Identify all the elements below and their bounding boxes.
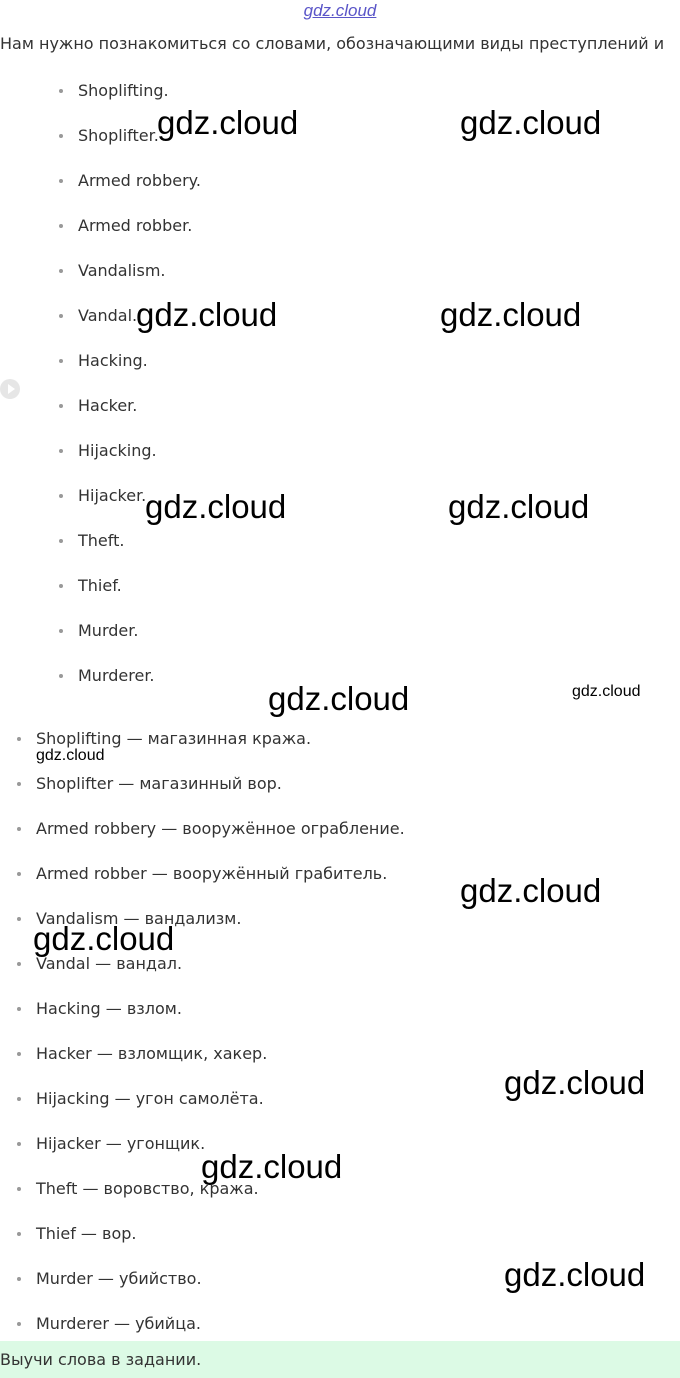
bullet-icon: [59, 134, 63, 138]
translation-text: Shoplifting — магазинная кража.: [36, 729, 312, 748]
watermark: gdz.cloud: [504, 1064, 646, 1101]
bullet-icon: [59, 359, 63, 363]
watermark: gdz.cloud: [460, 872, 602, 909]
watermark: gdz.cloud: [201, 1148, 343, 1185]
translation-text: Shoplifter — магазинный вор.: [36, 774, 282, 793]
bullet-icon: [59, 584, 63, 588]
bullet-icon: [59, 539, 63, 543]
watermark: gdz.cloud: [157, 104, 299, 141]
translation-text: Theft — воровство, кража.: [36, 1179, 259, 1198]
term-text: Armed robber.: [78, 216, 193, 235]
translation-text: Hijacker — угонщик.: [36, 1134, 206, 1153]
translation-text: Thief — вор.: [36, 1224, 137, 1243]
intro-text: Нам нужно познакомиться со словами, обозначающими виды преступлений и: [0, 34, 665, 53]
watermark: gdz.cloud: [36, 747, 105, 764]
watermark: gdz.cloud: [145, 488, 287, 525]
term-text: Vandal.: [78, 306, 138, 325]
watermark: gdz.cloud: [448, 488, 590, 525]
bullet-icon: [17, 872, 21, 876]
watermark: gdz.cloud: [268, 680, 410, 717]
term-text: Murder.: [78, 621, 139, 640]
watermark: gdz.cloud: [504, 1256, 646, 1293]
term-text: Hacker.: [78, 396, 138, 415]
bullet-icon: [17, 1052, 21, 1056]
bullet-icon: [59, 224, 63, 228]
answer-bar: [0, 1341, 680, 1378]
bullet-icon: [17, 827, 21, 831]
answer-text: Выучи слова в задании.: [0, 1350, 202, 1369]
term-text: Murderer.: [78, 666, 155, 685]
translation-text: Hacker — взломщик, хакер.: [36, 1044, 268, 1063]
bullet-icon: [17, 1187, 21, 1191]
term-text: Hacking.: [78, 351, 148, 370]
watermark: gdz.cloud: [33, 920, 175, 957]
bullet-icon: [59, 89, 63, 93]
bullet-icon: [59, 314, 63, 318]
term-text: Armed robbery.: [78, 171, 201, 190]
site-link[interactable]: gdz.cloud: [303, 1, 377, 20]
bullet-icon: [17, 962, 21, 966]
play-icon[interactable]: [0, 379, 20, 399]
term-text: Shoplifting.: [78, 81, 169, 100]
bullet-icon: [17, 1322, 21, 1326]
translation-text: Murderer — убийца.: [36, 1314, 201, 1333]
translation-text: Murder — убийство.: [36, 1269, 202, 1288]
bullet-icon: [17, 782, 21, 786]
watermark: gdz.cloud: [572, 683, 641, 700]
term-text: Hijacker.: [78, 486, 147, 505]
bullet-icon: [59, 179, 63, 183]
bullet-icon: [17, 1142, 21, 1146]
term-text: Thief.: [78, 576, 122, 595]
watermark: gdz.cloud: [460, 104, 602, 141]
watermark: gdz.cloud: [440, 296, 582, 333]
bullet-icon: [17, 737, 21, 741]
bullet-icon: [17, 917, 21, 921]
bullet-icon: [59, 449, 63, 453]
translation-text: Vandal — вандал.: [36, 954, 183, 973]
bullet-icon: [59, 404, 63, 408]
bullet-icon: [59, 674, 63, 678]
term-text: Hijacking.: [78, 441, 157, 460]
bullet-icon: [59, 629, 63, 633]
bullet-icon: [17, 1097, 21, 1101]
bullet-icon: [17, 1277, 21, 1281]
term-text: Vandalism.: [78, 261, 166, 280]
translation-text: Hacking — взлом.: [36, 999, 182, 1018]
term-text: Theft.: [78, 531, 125, 550]
translation-text: Armed robber — вооружённый грабитель.: [36, 864, 388, 883]
bullet-icon: [59, 494, 63, 498]
translation-text: Vandalism — вандализм.: [36, 909, 242, 928]
watermark: gdz.cloud: [136, 296, 278, 333]
translation-text: Armed robbery — вооружённое ограбление.: [36, 819, 405, 838]
translation-text: Hijacking — угон самолёта.: [36, 1089, 264, 1108]
bullet-icon: [17, 1232, 21, 1236]
bullet-icon: [59, 269, 63, 273]
term-text: Shoplifter.: [78, 126, 159, 145]
bullet-icon: [17, 1007, 21, 1011]
